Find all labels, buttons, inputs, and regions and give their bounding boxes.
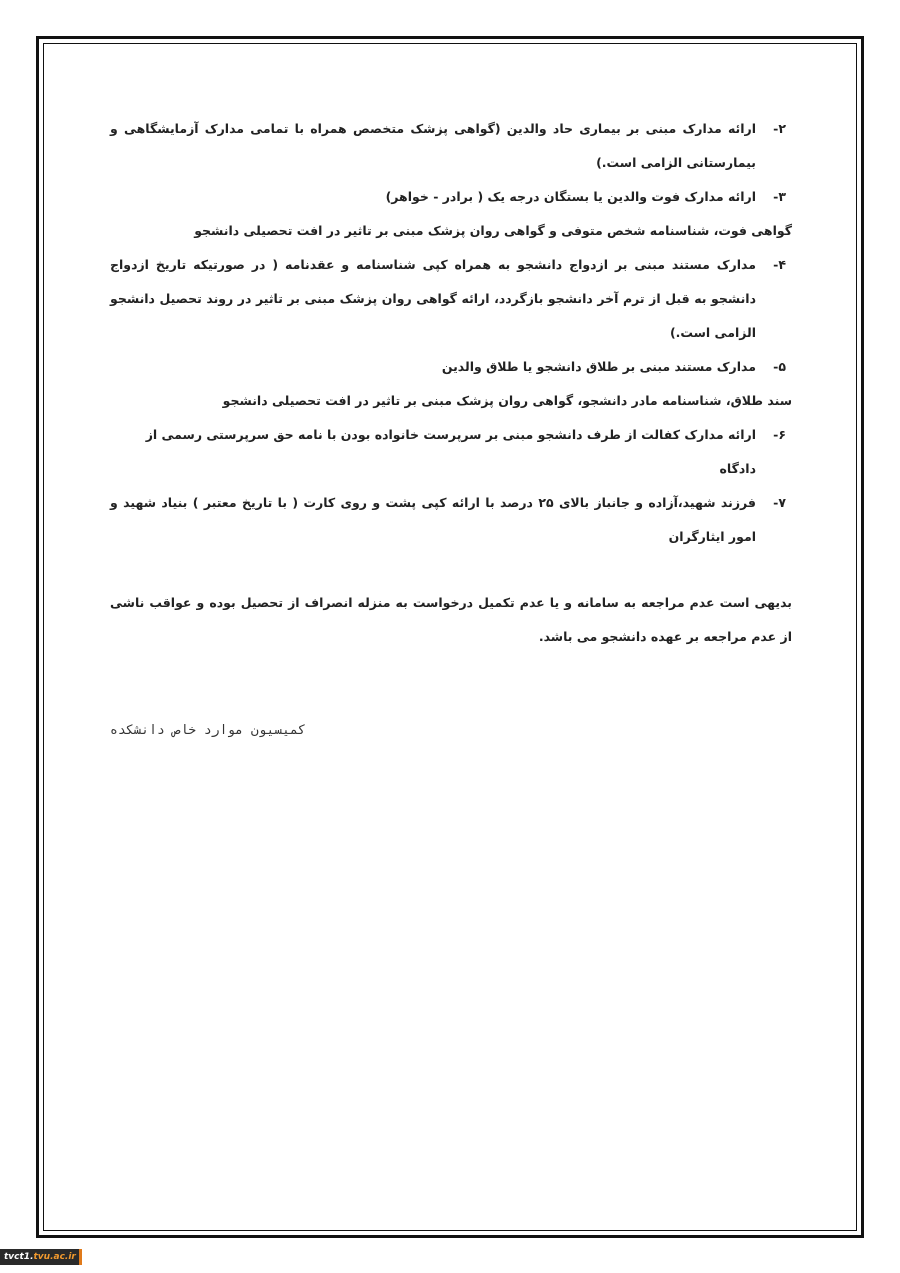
list-item-4 xyxy=(110,248,792,350)
list-item-7 xyxy=(110,486,792,554)
list-item-number: ۲- xyxy=(773,121,786,136)
list-item-6 xyxy=(110,418,792,486)
list-item-number: ۵- xyxy=(773,359,786,374)
closing-paragraph: بدیهی است عدم مراجعه به سامانه و یا عدم تکمیل درخواست به منزله انصراف از تحصیل بوده و عواقب ناشی از عدم مراجعه بر عهده دانشجو می باشد. xyxy=(110,595,792,644)
list-item-number: ۴- xyxy=(773,257,786,272)
list-item-2 xyxy=(110,112,792,180)
list-item-number: ۳- xyxy=(773,189,786,204)
document-body xyxy=(110,112,792,748)
list-item-5 xyxy=(110,350,792,384)
list-item-text: ارائه مدارک فوت والدین یا بستگان درجه یک ( برادر - خواهر) xyxy=(385,189,756,204)
list-item-3 xyxy=(110,180,792,214)
list-item-number: ۷- xyxy=(773,495,786,510)
signature: کمیسیون موارد خاص دانشکده xyxy=(110,723,306,738)
list-item-text: ارائه مدارک مبنی بر بیماری حاد والدین (گواهی پزشک متخصص همراه با تمامی مدارک آزمایشگاهی و بیمارستانی الزامی است.) xyxy=(110,121,756,170)
site-link-badge[interactable] xyxy=(0,1249,82,1265)
site-prefix: tvct1. xyxy=(4,1252,34,1262)
spacer xyxy=(110,554,792,586)
list-item-text: مدارک مستند مبنی بر ازدواج دانشجو به همراه کپی شناسنامه و عقدنامه ( در صورتیکه تاریخ ازدواج دانشجو به قبل از ترم آخر دانشجو بازگردد، ارائه گواهی روان پزشک مبنی بر تاثیر در روند تحصیل دانشجو الزامی است.) xyxy=(110,257,756,340)
note-divorce-documents: سند طلاق، شناسنامه مادر دانشجو، گواهی روان پزشک مبنی بر تاثیر در افت تحصیلی دانشجو xyxy=(222,393,792,408)
list-item-number: ۶- xyxy=(773,427,786,442)
list-item-text: ارائه مدارک کفالت از طرف دانشجو مبنی بر سرپرست خانواده بودن با نامه حق سرپرستی رسمی از دادگاه xyxy=(145,427,756,476)
list-item-text: مدارک مستند مبنی بر طلاق دانشجو یا طلاق والدین xyxy=(441,359,756,374)
list-item-text: فرزند شهید،آزاده و جانباز بالای ۲۵ درصد با ارائه کپی پشت و روی کارت ( با تاریخ معتبر ) بنیاد شهید و امور ایثارگران xyxy=(110,495,756,544)
note-death-documents: گواهی فوت، شناسنامه شخص متوفی و گواهی روان پزشک مبنی بر تاثیر در افت تحصیلی دانشجو xyxy=(194,223,792,238)
site-suffix: tvu.ac.ir xyxy=(33,1252,76,1262)
